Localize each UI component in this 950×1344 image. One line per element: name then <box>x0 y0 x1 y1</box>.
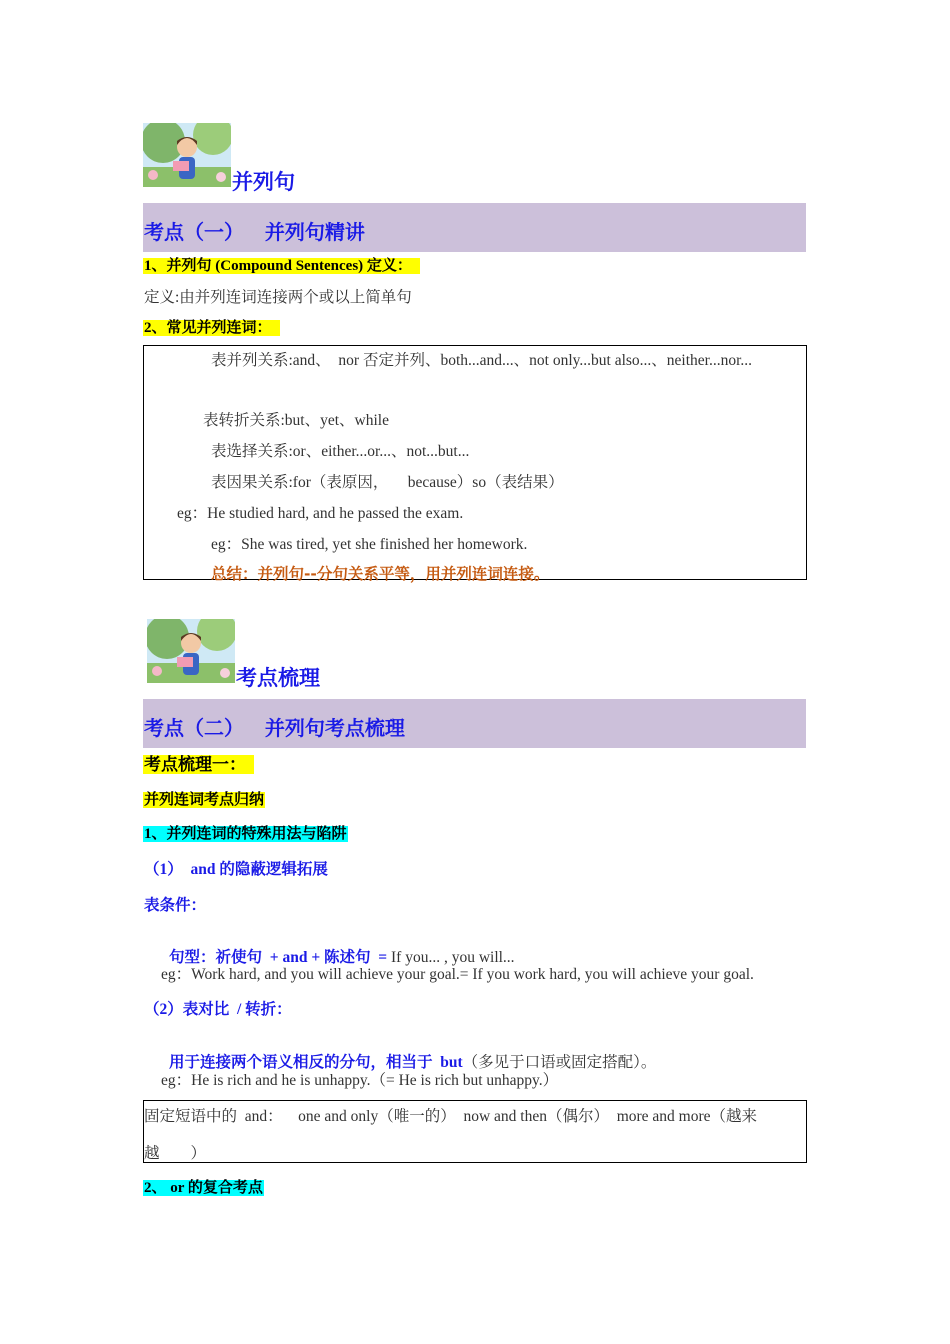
review-subtitle-text: 并列连词考点归纳 <box>144 792 265 808</box>
definition-text: 定义:由并列连词连接两个或以上简单句 <box>144 289 412 306</box>
conjunctions-box <box>143 345 807 583</box>
box-line: 表并列关系:and、 nor 否定并列、both...and...、not only...but also...、neither...nor... <box>211 352 753 369</box>
box-line: 表转折关系:but、yet、while <box>203 412 389 429</box>
box-line: 表选择关系:or、either...or...、not...but... <box>211 443 470 460</box>
special-usage-title-text: 1、并列连词的特殊用法与陷阱 <box>144 826 347 842</box>
usage-line <box>161 1032 656 1072</box>
girl-reading-illustration-icon <box>143 123 231 187</box>
pattern-plain: If you... , you will... <box>387 949 515 966</box>
special-usage-title <box>143 822 348 843</box>
definition-title-text: 1、并列句 (Compound Sentences) 定义： <box>143 258 420 274</box>
review-subtitle <box>143 788 265 809</box>
topic-bar <box>143 699 806 748</box>
box-example: eg：He studied hard, and he passed the exam. <box>177 505 464 522</box>
item-and-logic: （1） and 的隐蔽逻辑拓展 <box>144 861 328 878</box>
review-title-text: 考点梳理一： <box>143 755 254 774</box>
or-usage-title-text: 2、 or 的复合考点 <box>144 1180 263 1196</box>
section-heading: 考点梳理 <box>236 666 320 690</box>
fixed-phrases-box <box>143 1100 807 1163</box>
or-usage-title <box>143 1176 264 1197</box>
box-example: eg：She was tired, yet she finished her homework. <box>211 536 528 553</box>
conjunctions-title-text: 2、常见并列连词： <box>143 320 280 336</box>
usage-plain: （多见于口语或固定搭配）。 <box>462 1054 657 1071</box>
summary-text: 总结：并列句--分句关系平等，用并列连词连接。 <box>211 565 550 583</box>
fixed-phrases-line: 固定短语中的 and： one and only（唯一的） now and then（偶尔） more and more（越来 <box>144 1108 758 1125</box>
box-line: 表因果关系:for（表原因， because）so（表结果） <box>211 474 564 491</box>
item-contrast: （2）表对比 / 转折： <box>144 1001 292 1018</box>
review-title <box>143 750 254 775</box>
topic-bar <box>143 203 806 252</box>
fixed-phrases-line: 越 ） <box>144 1145 207 1162</box>
girl-reading-illustration-icon <box>147 619 235 683</box>
pattern-line <box>161 927 515 967</box>
usage-bold: 用于连接两个语义相反的分句，相当于 but <box>169 1054 463 1071</box>
example-line: eg：He is rich and he is unhappy.（= He is rich but unhappy.） <box>161 1072 559 1089</box>
pattern-bold: 句型：祈使句 + and + 陈述句 = <box>169 949 388 966</box>
section-heading: 并列句 <box>232 170 295 194</box>
topic-bar-title: 考点（二） 并列句考点梳理 <box>144 716 405 740</box>
definition-title <box>143 254 420 275</box>
condition-label: 表条件： <box>144 897 207 914</box>
example-line: eg：Work hard, and you will achieve your goal.= If you work hard, you will achieve your goal. <box>161 966 754 983</box>
topic-bar-title: 考点（一） 并列句精讲 <box>144 220 365 244</box>
conjunctions-title <box>143 316 280 337</box>
